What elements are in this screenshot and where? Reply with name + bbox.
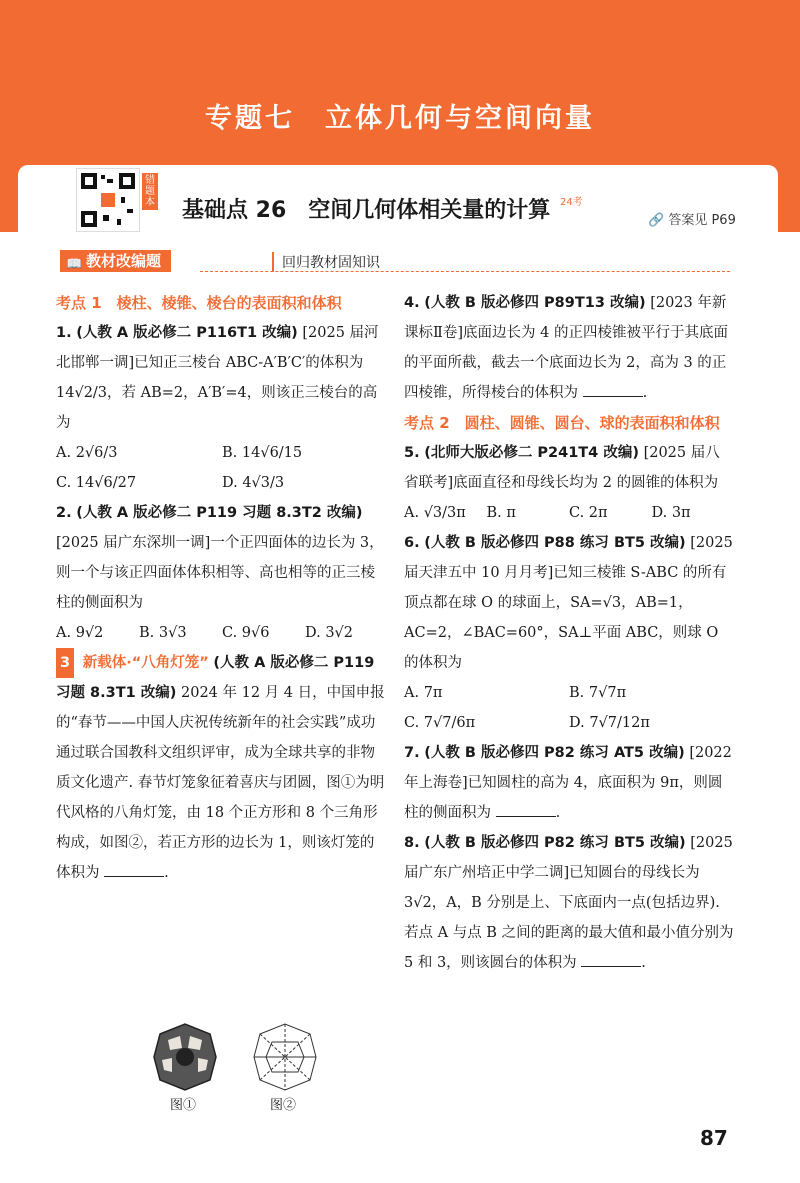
question-text: [2025 届广东广州培正中学二调]已知圆台的母线长为 3√2，A，B 分别是上、下底面内一点(包括边界). 若点 A 与点 B 之间的距离的最大值和最小值分别为 5 和 3，则该圆台的体积为 xyxy=(404,835,734,971)
tag-label: 教材改编题 xyxy=(86,252,162,270)
question-source: (人教 A 版必修二 P119 习题 8.3T2 改编) xyxy=(76,505,363,521)
question-7: 7. (人教 B 版必修四 P82 练习 AT5 改编) [2022 年上海卷]已知圆柱的高为 4，底面积为 9π，则圆柱的侧面积为 . xyxy=(404,745,732,821)
option-b: B. 14√6/15 xyxy=(222,445,303,461)
knowledge-point-1: 考点 1 棱柱、棱锥、棱台的表面积和体积 xyxy=(56,294,342,312)
book-icon: 📖 xyxy=(66,257,83,272)
option-c: C. 2π xyxy=(569,505,608,521)
question-number: 1. xyxy=(56,325,72,341)
option-b: B. 7√7π xyxy=(569,685,627,701)
answer-reference xyxy=(648,209,736,228)
lantern-figures xyxy=(140,1022,340,1113)
link-icon: 🔗 xyxy=(648,213,665,228)
question-number: 3 xyxy=(56,648,74,678)
options xyxy=(404,678,734,738)
question-3: 3 新载体·“八角灯笼” (人教 A 版必修二 P119 习题 8.3T1 改编) 2024 年 12 月 4 日，中国申报的“春节——中国人庆祝传统新年的社会实践”成功通过联合国教科文组织评审，成为全球共享的非物质文化遗产. 春节灯笼象征着喜庆与团圆，图①为明代风格的八角灯笼，由 18 个正方形和 8 个三角形构成，如图②，若正方形的边长为 1，则该灯笼的体积为 . xyxy=(56,648,388,888)
question-number: 5. xyxy=(404,445,420,461)
option-d: D. 4√3/3 xyxy=(222,475,285,491)
question-text: [2025 届广东深圳一调]一个正四面体的边长为 3，则一个与该正四面体体积相等、高也相等的正三棱柱的侧面积为 xyxy=(56,535,384,611)
question-text: [2025 届天津五中 10 月月考]已知三棱锥 S-ABC 的所有顶点都在球 O 的球面上，SA=√3，AB=1，AC=2，∠BAC=60°，SA⊥平面 ABC，则球 O 的体积为 xyxy=(404,535,733,671)
question-number: 7. xyxy=(404,745,420,761)
question-text: [2022 年上海卷]已知圆柱的高为 4，底面积为 9π，则圆柱的侧面积为 xyxy=(404,745,732,821)
question-2 xyxy=(56,498,388,648)
option-d: D. 3√2 xyxy=(305,625,354,641)
question-number: 8. xyxy=(404,835,420,851)
answer-blank xyxy=(583,378,643,397)
lantern-figures-svg xyxy=(140,1022,340,1092)
section-note: 24考 xyxy=(559,197,583,208)
option-c: C. 14√6/27 xyxy=(56,475,137,491)
option-a: A. √3/3π xyxy=(404,505,466,521)
option-d: D. 7√7/12π xyxy=(569,715,650,731)
option-a: A. 9√2 xyxy=(56,625,104,641)
question-text: [2025 届八省联考]底面直径和母线长均为 2 的圆锥的体积为 xyxy=(404,445,720,491)
option-b: B. 3√3 xyxy=(139,625,187,641)
question-number: 2. xyxy=(56,505,72,521)
options xyxy=(56,438,388,498)
section-title xyxy=(182,193,583,224)
question-source: (人教 A 版必修二 P116T1 改编) xyxy=(76,325,298,341)
options xyxy=(56,618,388,648)
answer-ref-text: 答案见 P69 xyxy=(668,213,736,228)
section-title-text: 基础点 26 空间几何体相关量的计算 xyxy=(182,198,551,223)
question-5 xyxy=(404,438,734,528)
question-source: (人教 B 版必修四 P82 练习 AT5 改编) xyxy=(424,745,685,761)
figure-1-caption: 图① xyxy=(170,1098,197,1113)
figure-2-caption: 图② xyxy=(270,1098,297,1113)
option-a: A. 7π xyxy=(404,685,443,701)
question-number: 4. xyxy=(404,295,420,311)
wrong-question-tag: 错题本 xyxy=(142,173,158,210)
tag-subtitle: 回归教材固知识 xyxy=(272,252,380,272)
question-source: (人教 B 版必修四 P88 练习 BT5 改编) xyxy=(424,535,686,551)
new-carrier-tag: 新载体·“八角灯笼” xyxy=(82,655,209,671)
option-c: C. 9√6 xyxy=(222,625,270,641)
tag-label-box xyxy=(60,250,171,272)
question-text: 2024 年 12 月 4 日，中国申报的“春节——中国人庆祝传统新年的社会实践”成功通过联合国教科文组织评审，成为全球共享的非物质文化遗产. 春节灯笼象征着喜庆与团圆，图①为明代风格的八角灯笼，由 18 个正方形和 8 个三角形构成，如图②，若正方形的边长为 1，则该灯笼的体积为 xyxy=(56,685,385,881)
tag-bar xyxy=(60,250,730,272)
question-source: (人教 B 版必修四 P82 练习 BT5 改编) xyxy=(424,835,686,851)
answer-blank xyxy=(104,858,164,877)
left-column xyxy=(56,288,388,888)
options xyxy=(404,498,734,528)
question-source: (人教 A 版必修二 P119 习题 8.3T1 改编) xyxy=(56,655,375,701)
question-source: (人教 B 版必修四 P89T13 改编) xyxy=(424,295,646,311)
question-text: [2023 年新课标Ⅱ卷]底面边长为 4 的正四棱锥被平行于其底面的平面所截，截去一个底面边长为 2，高为 3 的正四棱锥，所得棱台的体积为 xyxy=(404,295,728,401)
right-column xyxy=(404,288,734,978)
option-b: B. π xyxy=(486,505,516,521)
question-1 xyxy=(56,318,388,498)
answer-blank xyxy=(496,798,556,817)
chapter-title: 专题七 立体几何与空间向量 xyxy=(205,103,595,134)
page-number: 87 xyxy=(700,1126,728,1150)
question-text: [2025 届河北邯郸一调]已知正三棱台 ABC-A′B′C′的体积为 14√2/3，若 AB=2，A′B′=4，则该正三棱台的高为 xyxy=(56,325,379,431)
lantern-wireframe-figure xyxy=(254,1024,316,1090)
question-number: 6. xyxy=(404,535,420,551)
answer-blank xyxy=(581,948,641,967)
knowledge-point-2: 考点 2 圆柱、圆锥、圆台、球的表面积和体积 xyxy=(404,414,720,432)
tag-divider xyxy=(200,271,730,272)
question-source: (北师大版必修二 P241T4 改编) xyxy=(424,445,639,461)
option-c: C. 7√7/6π xyxy=(404,715,476,731)
question-4: 4. (人教 B 版必修四 P89T13 改编) [2023 年新课标Ⅱ卷]底面边长为 4 的正四棱锥被平行于其底面的平面所截，截去一个底面边长为 2，高为 3 的正四棱锥，所得棱台的体积为 . xyxy=(404,295,728,401)
question-8: 8. (人教 B 版必修四 P82 练习 BT5 改编) [2025 届广东广州培正中学二调]已知圆台的母线长为 3√2，A，B 分别是上、下底面内一点(包括边界). 若点 A 与点 B 之间的距离的最大值和最小值分别为 5 和 3，则该圆台的体积为 . xyxy=(404,835,734,971)
lantern-photo-figure xyxy=(154,1024,216,1090)
question-6 xyxy=(404,528,734,738)
option-d: D. 3π xyxy=(651,505,691,521)
qr-code-icon xyxy=(76,168,140,232)
option-a: A. 2√6/3 xyxy=(56,445,118,461)
